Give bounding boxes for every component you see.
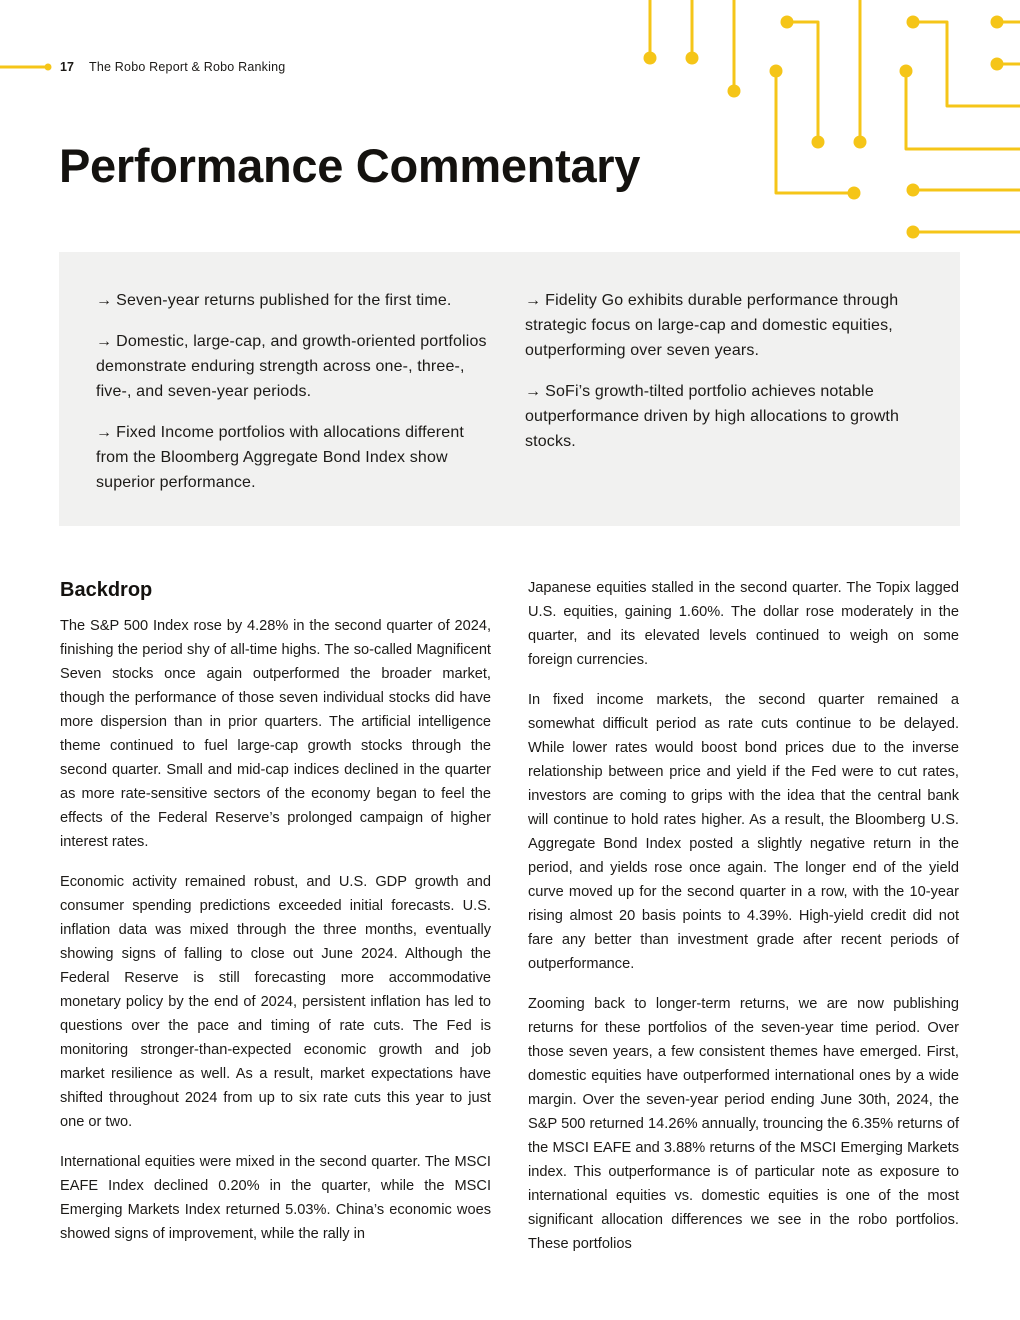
circuit-trace [776,71,854,193]
body-paragraph: In fixed income markets, the second quarter remained a somewhat difficult period as rate cuts continue to be delayed. While lower rates would boost bond prices due to the inverse relationship between price and yield if the Fed were to cut rates, investors are coming to grips with the idea that the central bank will continue to hold rates higher. As a result, the Bloomberg U.S. Aggregate Bond Index posted a slightly negative return in the period, and yields rose once again. The longer end of the yield curve moved up for the second quarter in a row, with the 10-year rising almost 20 basis points to 4.39%. High-yield credit did not fare any better than investment grade after recent periods of outperformance. [528,692,959,972]
body-column-left [60,576,491,1262]
circuit-node [900,65,913,78]
circuit-node [781,16,794,29]
body-column-right [528,576,959,1272]
highlight-item: → Domestic, large-cap, and growth-oriented portfolios demonstrate enduring strength across one-, three-, five-, and seven-year periods. [96,333,487,400]
key-highlights-box [59,252,960,526]
body-paragraph: Japanese equities stalled in the second quarter. The Topix lagged U.S. equities, gaining 1.60%. The dollar rose moderately in the quarter, and its elevated levels continued to weigh on some foreign currencies. [528,580,959,668]
highlights-left-column [96,288,496,511]
arrow-right-icon: → [96,333,113,350]
body-paragraph: International equities were mixed in the second quarter. The MSCI EAFE Index declined 0.20% in the quarter, while the MSCI Emerging Markets Index returned 5.03%. China’s economic woes showed signs of improvement, while the rally in [60,1154,491,1242]
circuit-node [686,52,699,65]
body-paragraph: The S&P 500 Index rose by 4.28% in the second quarter of 2024, finishing the period shy of all-time highs. The so-called Magnificent Seven stocks once again outperformed the broader market, though the performance of those seven individual stocks did have more dispersion than in prior quarters. The artificial intelligence theme continued to fuel large-cap growth stocks through the second quarter. Small and mid-cap indices declined in the quarter as more rate-sensitive sectors of the economy began to feel the effects of the Federal Reserve’s prolonged campaign of higher interest rates. [60,618,491,850]
circuit-node [907,226,920,239]
running-title: The Robo Report & Robo Ranking [89,60,286,74]
highlights-right-column [525,288,925,470]
circuit-node [812,136,825,149]
circuit-node [991,16,1004,29]
arrow-right-icon: → [96,292,113,309]
circuit-node [907,184,920,197]
circuit-node [848,187,861,200]
circuit-node [770,65,783,78]
circuit-trace [787,22,818,142]
circuit-node [907,16,920,29]
body-paragraph: Economic activity remained robust, and U.S. GDP growth and consumer spending predictions exceeded initial forecasts. U.S. inflation data was mixed through the three months, eventually showing signs of falling to close out June 2024. Although the Federal Reserve is still forecasting more accommodative monetary policy by the end of 2024, persistent inflation has led to questions over the pace and timing of rate cuts. The Fed is monitoring stronger-than-expected economic growth and job market resilience as well. As a result, market expectations have shifted throughout 2024 from up to six rate cuts this year to just one or two. [60,874,491,1130]
arrow-right-icon: → [525,383,542,400]
highlight-item: → Fidelity Go exhibits durable performance through strategic focus on large-cap and domestic equities, outperforming over seven years. [525,292,899,359]
circuit-traces [0,0,1020,232]
highlight-item: → SoFi’s growth-tilted portfolio achieves notable outperformance driven by high allocations to growth stocks. [525,383,900,450]
highlight-item: → Fixed Income portfolios with allocations different from the Bloomberg Aggregate Bond Index show superior performance. [96,424,464,491]
circuit-node [854,136,867,149]
circuit-node [644,52,657,65]
circuit-node [728,85,741,98]
body-paragraph: Zooming back to longer-term returns, we are now publishing returns for these portfolios of the seven-year time period. Over those seven years, a few consistent themes have emerged. First, domestic equities have outperformed international ones by a wide margin. Over the seven-year period ending June 30th, 2024, the S&P 500 returned 14.26% annually, trouncing the 6.35% returns of the MSCI EAFE and 3.88% returns of the MSCI Emerging Markets index. This outperformance is of particular note as exposure to international equities vs. domestic equities is one of the most significant allocation differences we see in the robo portfolios. These portfolios [528,996,959,1252]
page-title: Performance Commentary [59,139,641,192]
circuit-trace [906,71,1020,149]
header-rule-dot [45,64,52,71]
section-heading-backdrop: Backdrop [60,579,153,601]
page-number: 17 [60,60,74,74]
highlight-item: → Seven-year returns published for the first time. [96,292,452,309]
circuit-node [991,58,1004,71]
arrow-right-icon: → [96,424,113,441]
circuit-decoration [0,0,1020,260]
arrow-right-icon: → [525,292,542,309]
